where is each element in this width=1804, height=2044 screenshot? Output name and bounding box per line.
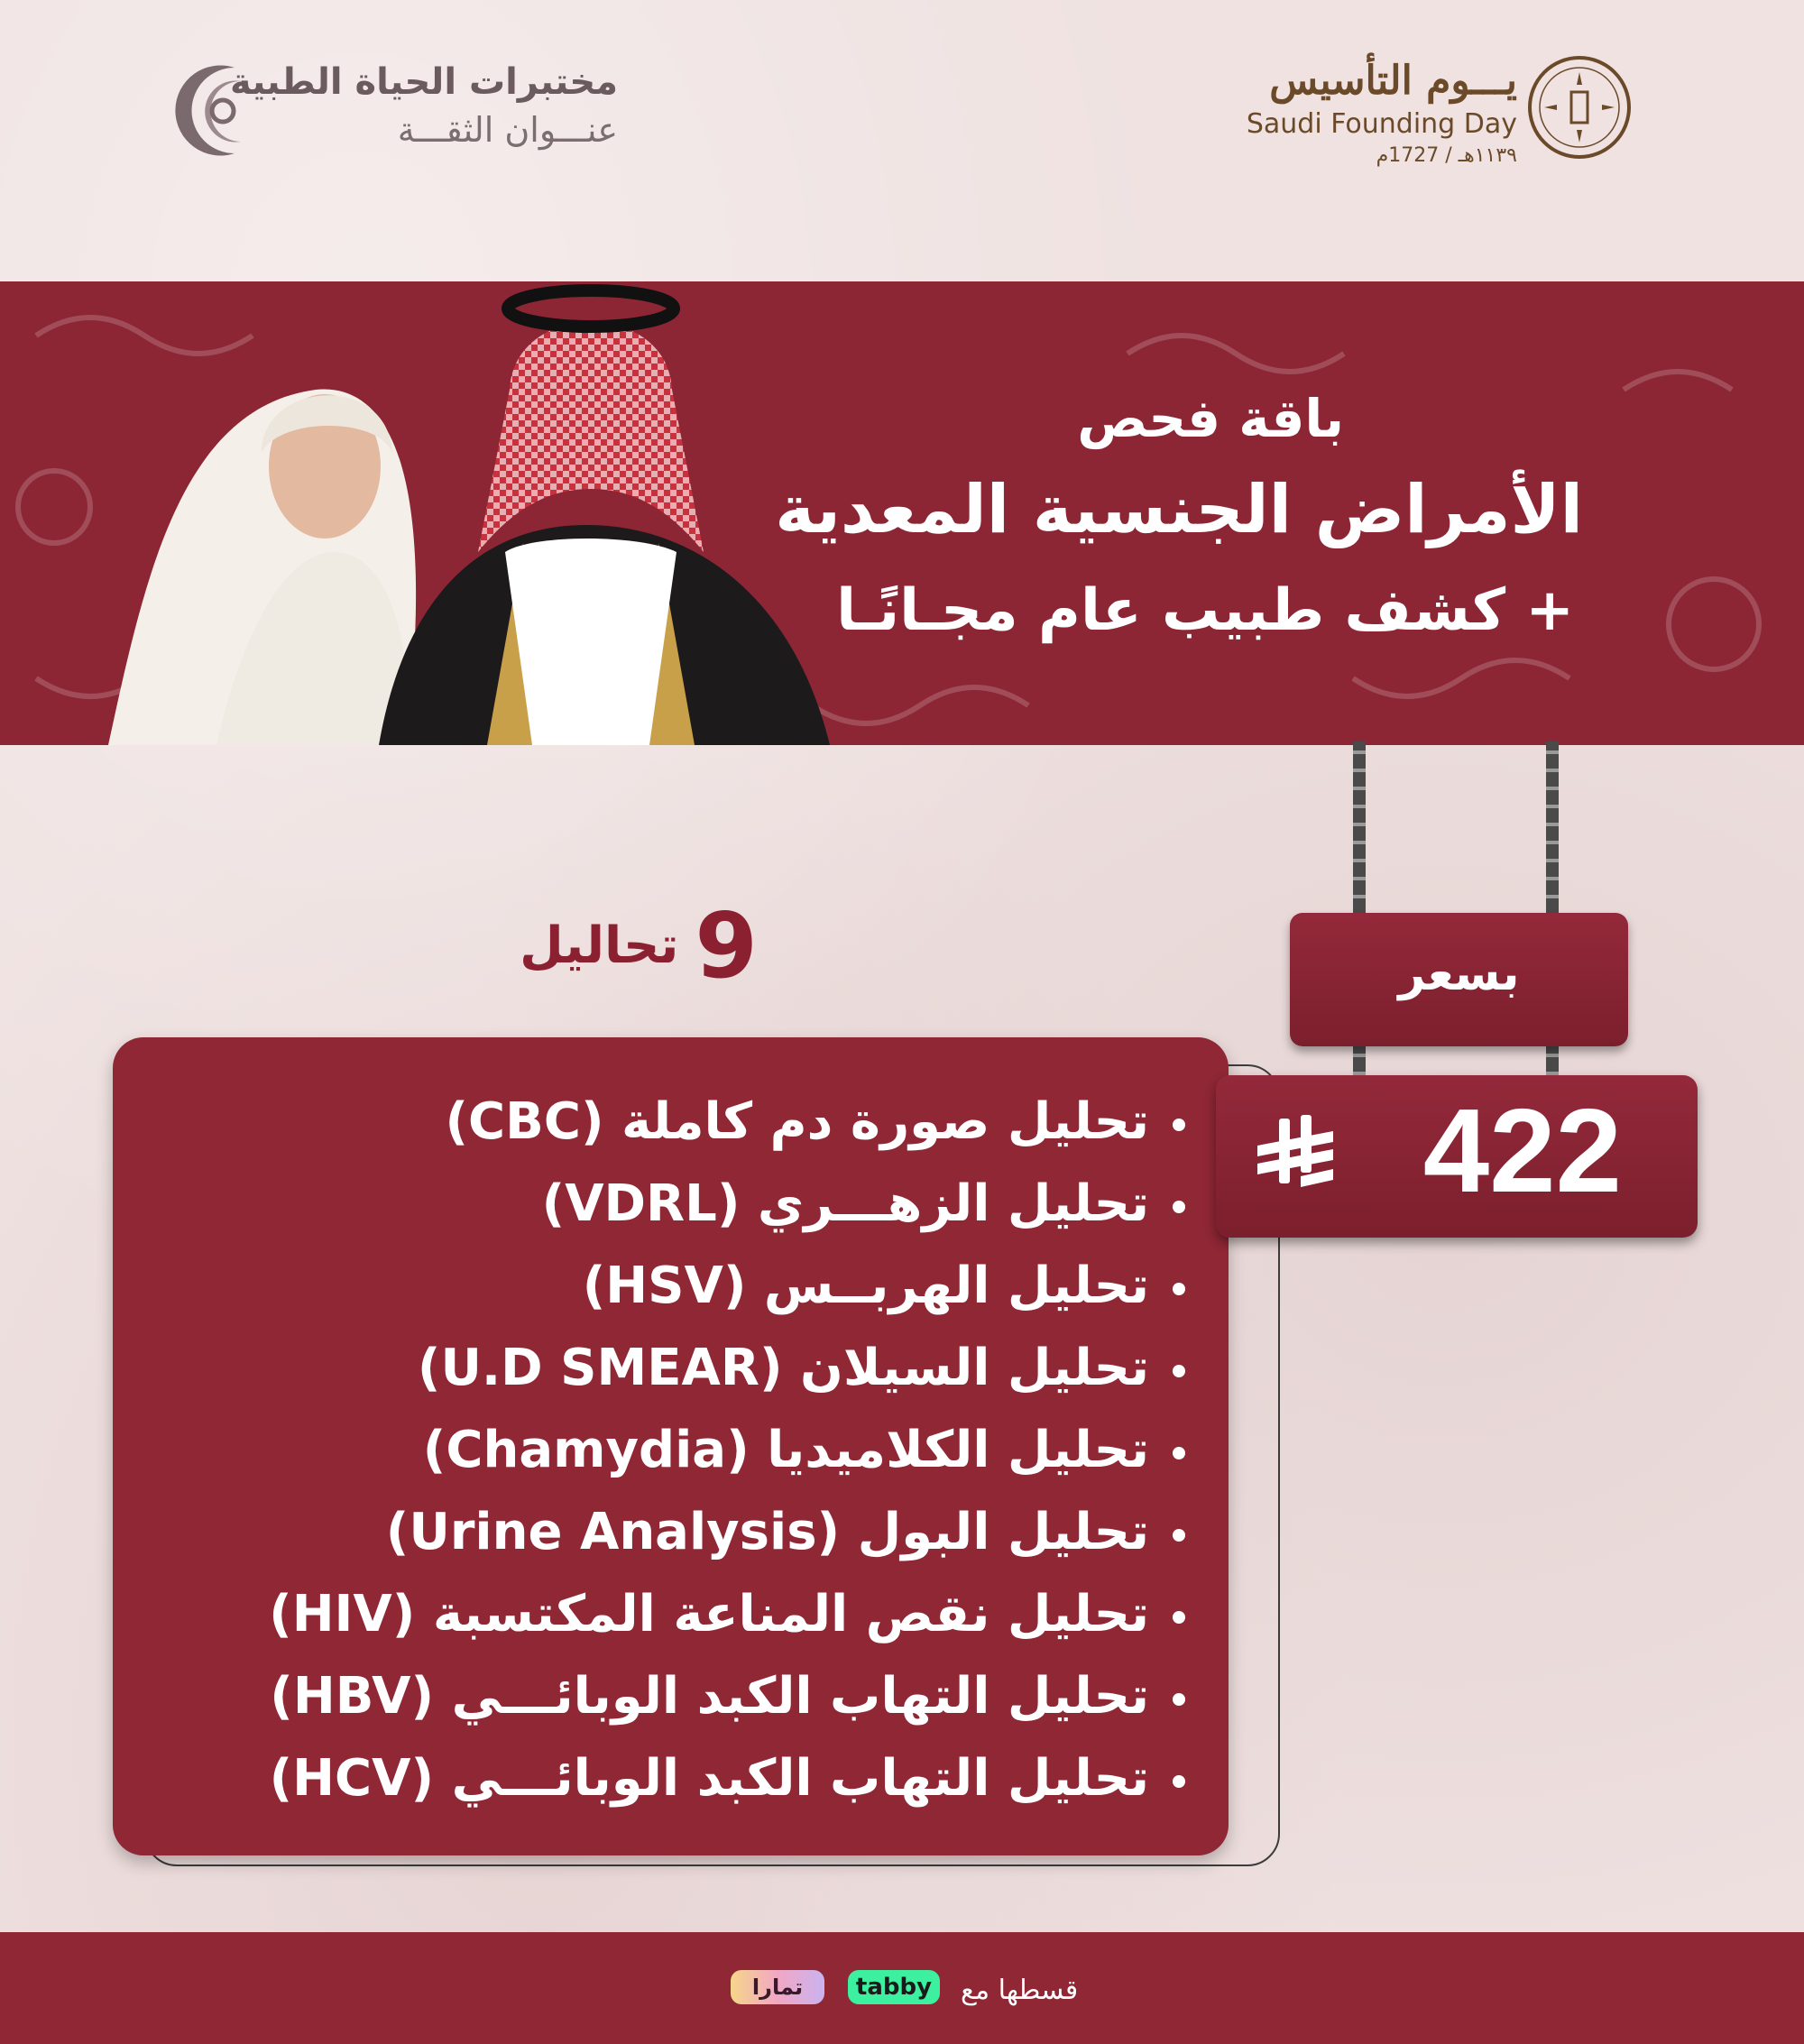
footer — [0, 1932, 1804, 2044]
test-count-number: 9 — [695, 893, 758, 999]
test-name: تحليل السيلان (U.D SMEAR) — [417, 1339, 1149, 1397]
test-name: تحليل الهربــس (HSV) — [582, 1257, 1149, 1315]
founding-day-english: Saudi Founding Day — [1246, 108, 1517, 140]
test-count — [520, 893, 758, 999]
lab-tagline: عنـــوان الثقـــة — [397, 110, 618, 150]
banner-title-line1: باقة فحص — [1077, 388, 1344, 449]
price-label-sign — [1290, 913, 1628, 1046]
tabby-badge[interactable]: tabby — [848, 1970, 940, 2004]
test-name: تحليل نقص المناعة المكتسبة (HIV) — [269, 1585, 1149, 1643]
bullet-icon — [1173, 1283, 1185, 1295]
list-item — [269, 1409, 1185, 1491]
list-item — [269, 1491, 1185, 1573]
sign-chain-lower-right — [1546, 1045, 1559, 1079]
list-item — [269, 1081, 1185, 1163]
list-item — [269, 1655, 1185, 1737]
bullet-icon — [1173, 1529, 1185, 1542]
list-item — [269, 1327, 1185, 1409]
test-name: تحليل التهاب الكبد الوبائـــي (HBV) — [270, 1667, 1149, 1726]
test-name: تحليل الكلاميديا (Chamydia) — [422, 1421, 1149, 1479]
test-name: تحليل التهاب الكبد الوبائـــي (HCV) — [269, 1749, 1149, 1808]
banner-title-line2: الأمراض الجنسية المعدية — [775, 471, 1583, 548]
installment-text: قسطها مع — [961, 1975, 1079, 2006]
founding-day-date: ١١٣٩هـ / 1727م — [1376, 144, 1517, 167]
sign-chain-left — [1353, 741, 1366, 917]
bullet-icon — [1173, 1693, 1185, 1706]
price-sign — [1216, 1075, 1698, 1238]
bullet-icon — [1173, 1365, 1185, 1377]
promo-banner — [0, 281, 1804, 745]
tests-list — [269, 1081, 1185, 1819]
bullet-icon — [1173, 1447, 1185, 1459]
test-name: تحليل الزهـــري (VDRL) — [541, 1174, 1149, 1233]
bullet-icon — [1173, 1119, 1185, 1131]
list-item — [269, 1573, 1185, 1655]
lab-logo — [167, 54, 618, 171]
founding-day-logo — [1246, 54, 1633, 180]
couple-photo — [108, 281, 848, 745]
test-count-label: تحاليل — [520, 916, 679, 975]
banner-title-line3: + كشف طبيب عام مجـانًـا — [836, 577, 1574, 644]
saudi-riyal-icon — [1250, 1111, 1340, 1202]
founding-day-arabic: يـــوم التأسيس — [1269, 58, 1517, 104]
founding-emblem-icon — [1526, 54, 1633, 161]
bullet-icon — [1173, 1201, 1185, 1213]
lab-name: مختبرات الحياة الطبية — [229, 61, 618, 103]
list-item — [269, 1737, 1185, 1819]
sign-chain-lower-left — [1353, 1045, 1366, 1079]
tamara-badge[interactable]: تمارا — [731, 1970, 824, 2004]
test-name: تحليل صورة دم كاملة (CBC) — [445, 1092, 1149, 1151]
list-item — [269, 1163, 1185, 1245]
tests-card — [113, 1037, 1229, 1855]
bullet-icon — [1173, 1775, 1185, 1788]
list-item — [269, 1245, 1185, 1327]
price-label: بسعر — [1398, 947, 1520, 1001]
price-value: 422 — [1422, 1084, 1622, 1217]
sign-chain-right — [1546, 741, 1559, 917]
bullet-icon — [1173, 1611, 1185, 1624]
test-name: تحليل البول (Urine Analysis) — [385, 1503, 1149, 1561]
